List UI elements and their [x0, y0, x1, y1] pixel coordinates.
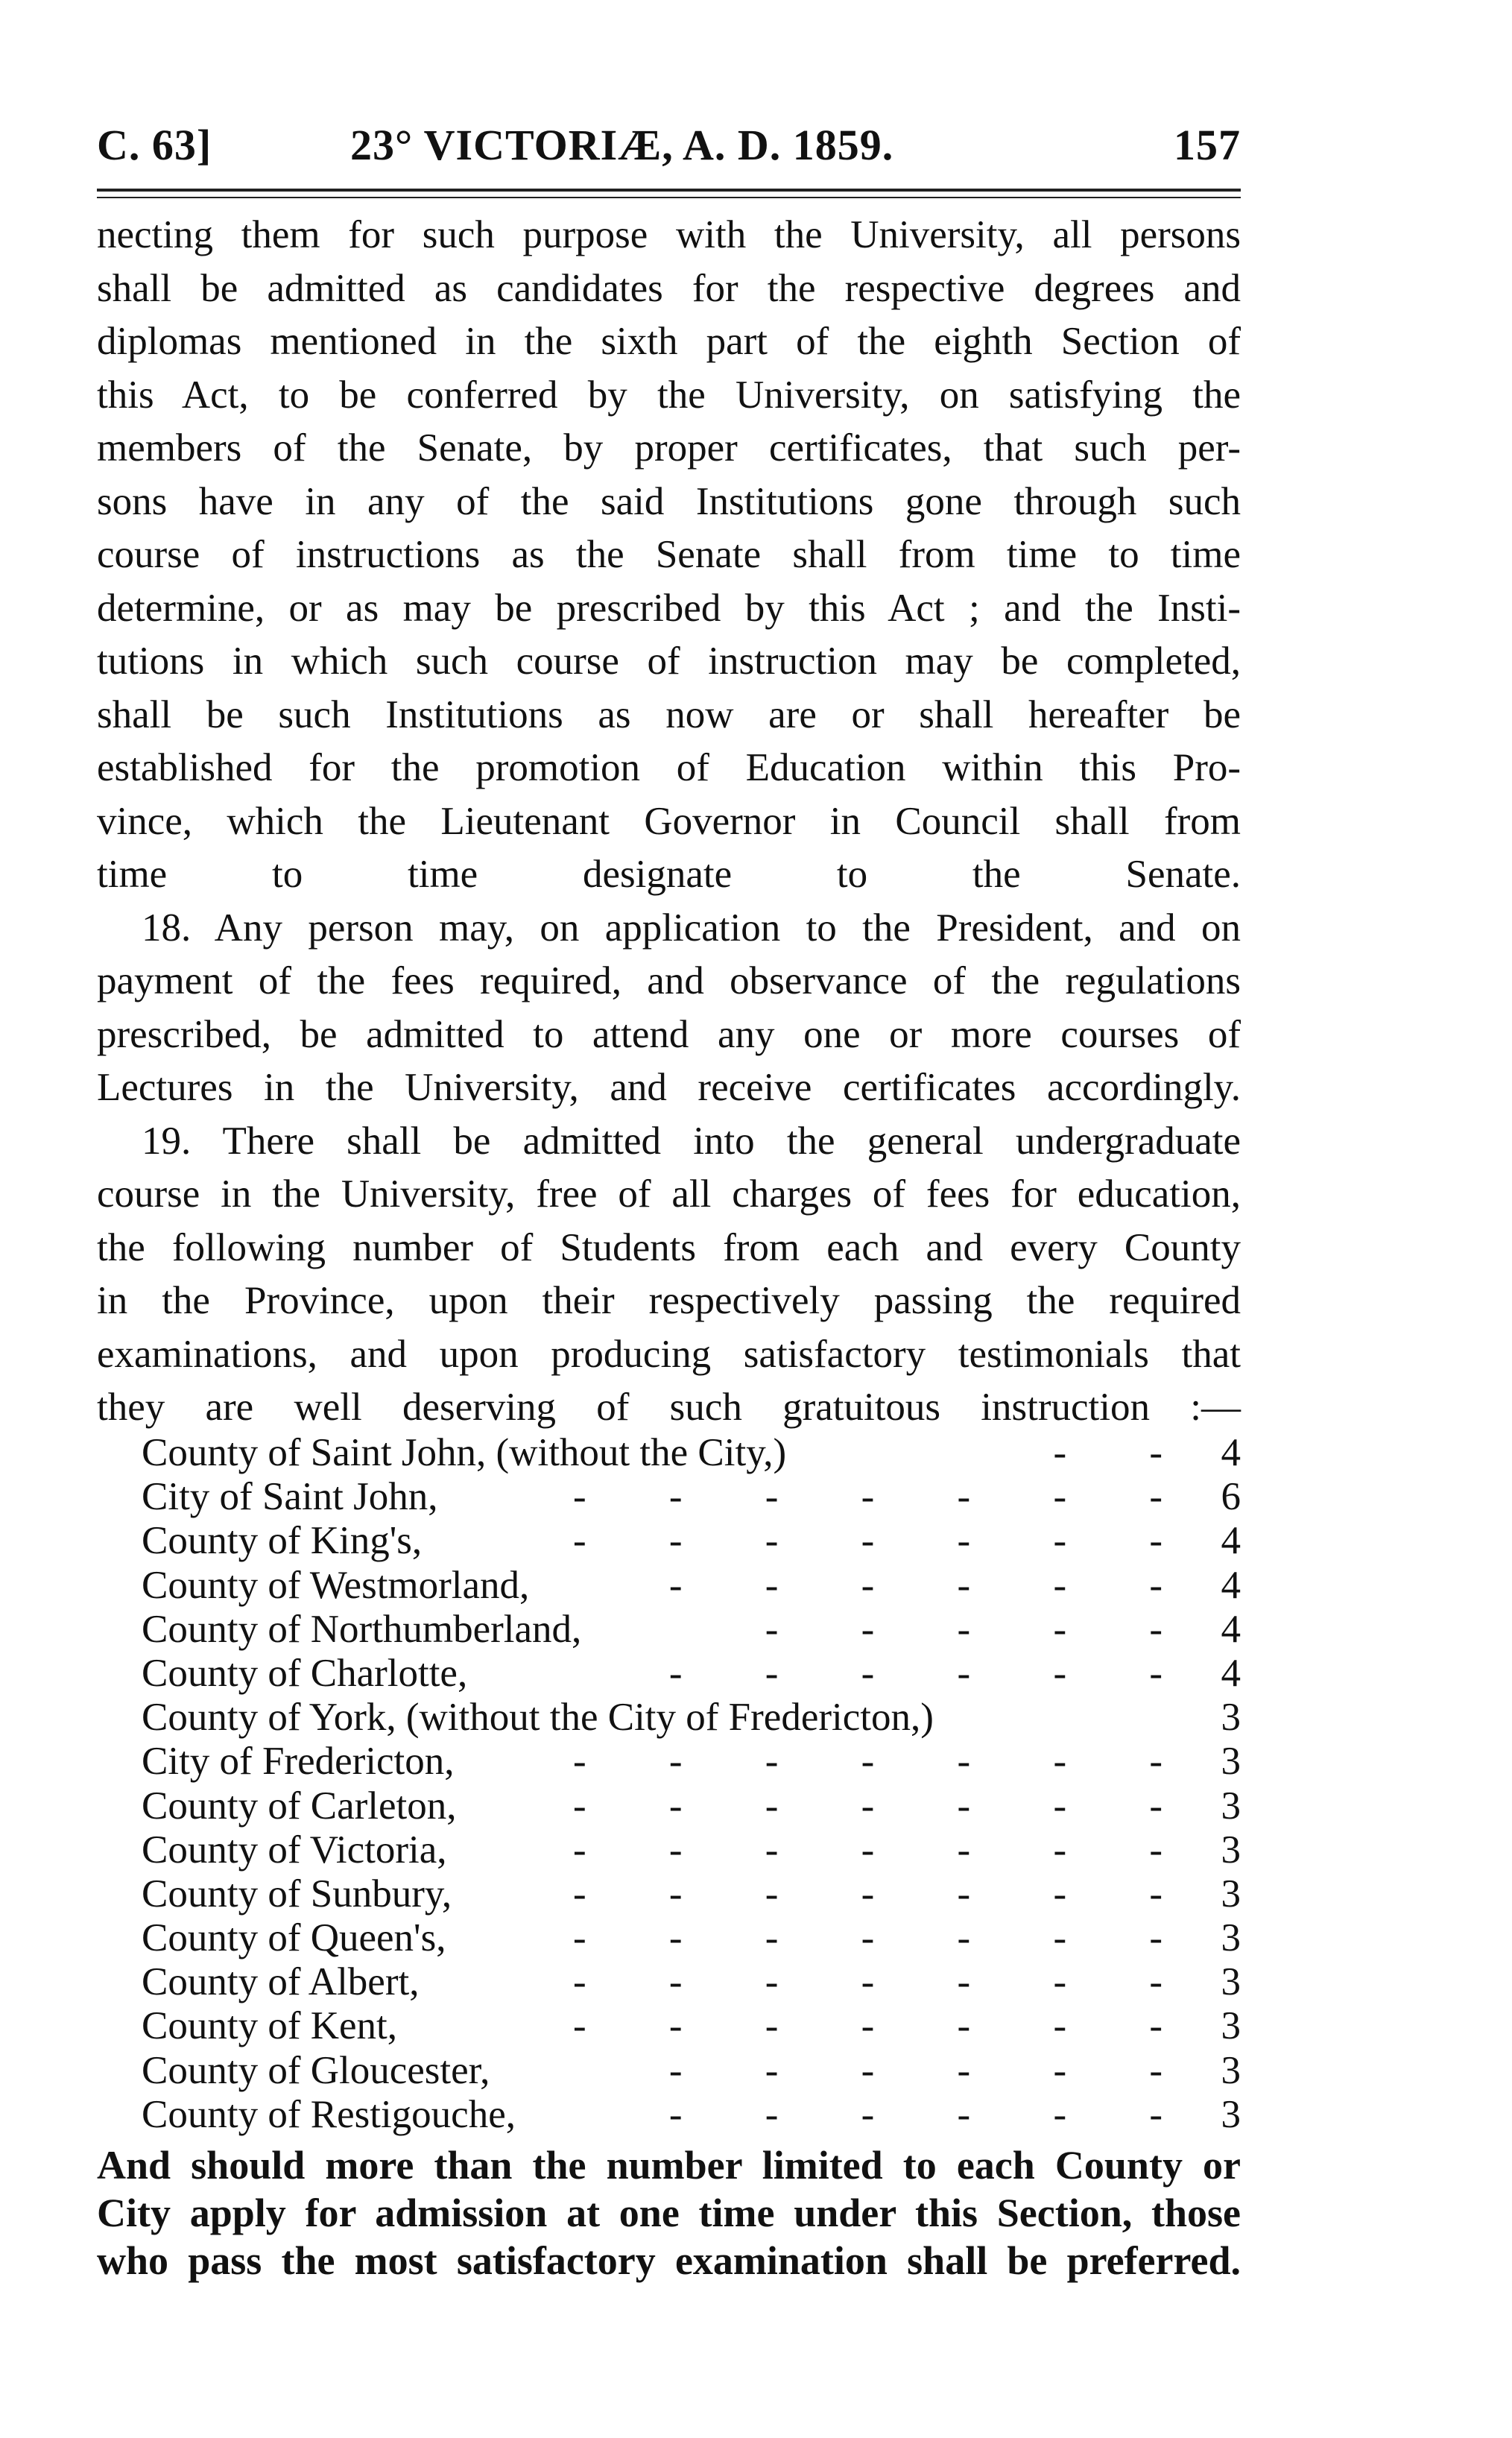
- dash-leader: - - - - - -: [668, 2048, 1163, 2092]
- closing-line: who pass the most satisfactory examination shall be preferred.: [97, 2238, 1241, 2283]
- text-line: course in the University, free of all charges of fees for education,: [97, 1172, 1241, 1216]
- dash-leader: - - - - - - -: [572, 2004, 1163, 2048]
- text-line: determine, or as may be prescribed by this Act ; and the Insti-: [97, 586, 1241, 630]
- text-line: tutions in which such course of instruction may be completed,: [97, 639, 1241, 683]
- table-row: [97, 1828, 1241, 1872]
- county-name: County of Saint John, (without the City,): [142, 1431, 787, 1474]
- body-text: [97, 209, 1241, 1435]
- closing-line: City apply for admission at one time under this Section, those: [97, 2191, 1241, 2235]
- student-count: 4: [1221, 1651, 1241, 1695]
- county-name: County of Kent,: [142, 2004, 397, 2048]
- table-row: [97, 1519, 1241, 1563]
- text-line: the following number of Students from each and every County: [97, 1225, 1241, 1269]
- text-line: examinations, and upon producing satisfactory testimonials that: [97, 1332, 1241, 1376]
- table-row: [97, 1784, 1241, 1828]
- county-name: County of Carleton,: [142, 1784, 457, 1828]
- text-line: course of instructions as the Senate shall from time to time: [97, 533, 1241, 576]
- student-count: 4: [1221, 1563, 1241, 1607]
- closing-paragraph: [97, 2141, 1241, 2284]
- student-count: 6: [1221, 1475, 1241, 1519]
- text-line: prescribed, be admitted to attend any one or more courses of: [97, 1012, 1241, 1056]
- student-count: 3: [1221, 1784, 1241, 1828]
- running-head: [97, 112, 1241, 179]
- header-rule-thick: [97, 189, 1241, 192]
- text-line: established for the promotion of Education within this Pro-: [97, 746, 1241, 789]
- dash-leader: - - - - - - -: [572, 1872, 1163, 1916]
- county-name: City of Fredericton,: [142, 1740, 455, 1784]
- dash-leader: - - - - - - -: [572, 1475, 1163, 1519]
- paragraph-continuation: [97, 209, 1241, 902]
- county-name: County of Victoria,: [142, 1828, 447, 1872]
- text-line: this Act, to be conferred by the University, on satisfying the: [97, 373, 1241, 417]
- table-row: [97, 1608, 1241, 1652]
- student-count: 3: [1221, 1916, 1241, 1960]
- dash-leader: - - - - - - -: [572, 1916, 1163, 1960]
- dash-leader: - - - - - -: [668, 2092, 1163, 2136]
- text-line: shall be such Institutions as now are or shall hereafter be: [97, 692, 1241, 736]
- student-count: 3: [1221, 2004, 1241, 2048]
- student-count: 3: [1221, 1872, 1241, 1916]
- county-name: County of Albert,: [142, 1960, 420, 2004]
- county-name: County of Charlotte,: [142, 1651, 468, 1695]
- text-line: members of the Senate, by proper certificates, that such per-: [97, 426, 1241, 470]
- table-row: [97, 1696, 1241, 1740]
- text-line: diplomas mentioned in the sixth part of the eighth Section of: [97, 320, 1241, 363]
- dash-leader: - - - - -: [765, 1607, 1163, 1651]
- dash-leader: - - - - - - -: [572, 1740, 1163, 1784]
- county-allocation-table: [97, 1431, 1241, 2137]
- section-19: [97, 1115, 1241, 1435]
- text-line: Lectures in the University, and receive certificates accordingly.: [97, 1066, 1241, 1109]
- text-line: shall be admitted as candidates for the respective degrees and: [97, 266, 1241, 310]
- student-count: 3: [1221, 2048, 1241, 2092]
- text-line: they are well deserving of such gratuitous instruction :—: [97, 1386, 1241, 1429]
- student-count: 4: [1221, 1607, 1241, 1651]
- table-row: [97, 1872, 1241, 1916]
- dash-leader: - - - - - - -: [572, 1519, 1163, 1563]
- table-row: [97, 1564, 1241, 1608]
- county-name: County of York, (without the City of Fredericton,): [142, 1696, 934, 1740]
- text-line: 19. There shall be admitted into the general undergraduate: [142, 1119, 1241, 1163]
- text-line: necting them for such purpose with the University, all persons: [97, 213, 1241, 256]
- table-row: [97, 1740, 1241, 1784]
- county-name: County of Restigouche,: [142, 2092, 516, 2136]
- county-name: County of Gloucester,: [142, 2048, 490, 2092]
- text-line: 18. Any person may, on application to the President, and on: [142, 906, 1241, 950]
- table-row: [97, 2049, 1241, 2093]
- table-row: [97, 1916, 1241, 1960]
- student-count: 3: [1221, 2092, 1241, 2136]
- student-count: 3: [1221, 1828, 1241, 1872]
- county-name: County of Sunbury,: [142, 1872, 452, 1916]
- text-line: payment of the fees required, and observance of the regulations: [97, 959, 1241, 1002]
- student-count: 3: [1221, 1960, 1241, 2004]
- text-line: vince, which the Lieutenant Governor in Council shall from: [97, 799, 1241, 843]
- table-row: [97, 1652, 1241, 1696]
- dash-leader: - - - - - - -: [572, 1828, 1163, 1872]
- section-18: [97, 902, 1241, 1115]
- table-row: [97, 1431, 1241, 1475]
- dash-leader: - -: [1053, 1431, 1163, 1474]
- dash-leader: - - - - - - -: [572, 1960, 1163, 2004]
- county-name: County of Northumberland,: [142, 1607, 582, 1651]
- dash-leader: - - - - - - -: [572, 1784, 1163, 1828]
- text-line: sons have in any of the said Institutions gone through such: [97, 479, 1241, 523]
- chapter-reference: C. 63]: [97, 121, 212, 169]
- table-row: [97, 1960, 1241, 2004]
- text-line: time to time designate to the Senate.: [97, 853, 1241, 896]
- table-row: [97, 1475, 1241, 1519]
- county-name: City of Saint John,: [142, 1475, 438, 1519]
- county-name: County of Westmorland,: [142, 1563, 530, 1607]
- closing-line: And should more than the number limited to each County or: [97, 2143, 1241, 2188]
- student-count: 3: [1221, 1740, 1241, 1784]
- running-title: 23° VICTORIÆ, A. D. 1859.: [350, 121, 894, 169]
- dash-leader: - - - - - -: [668, 1651, 1163, 1695]
- table-row: [97, 2004, 1241, 2048]
- county-name: County of King's,: [142, 1519, 423, 1563]
- header-rule-thin: [97, 197, 1241, 198]
- text-line: in the Province, upon their respectively passing the required: [97, 1279, 1241, 1322]
- student-count: 4: [1221, 1519, 1241, 1563]
- county-name: County of Queen's,: [142, 1916, 446, 1960]
- page-number: 157: [1174, 121, 1241, 169]
- table-row: [97, 2093, 1241, 2137]
- student-count: 3: [1221, 1696, 1241, 1740]
- student-count: 4: [1221, 1431, 1241, 1474]
- dash-leader: - - - - - -: [668, 1563, 1163, 1607]
